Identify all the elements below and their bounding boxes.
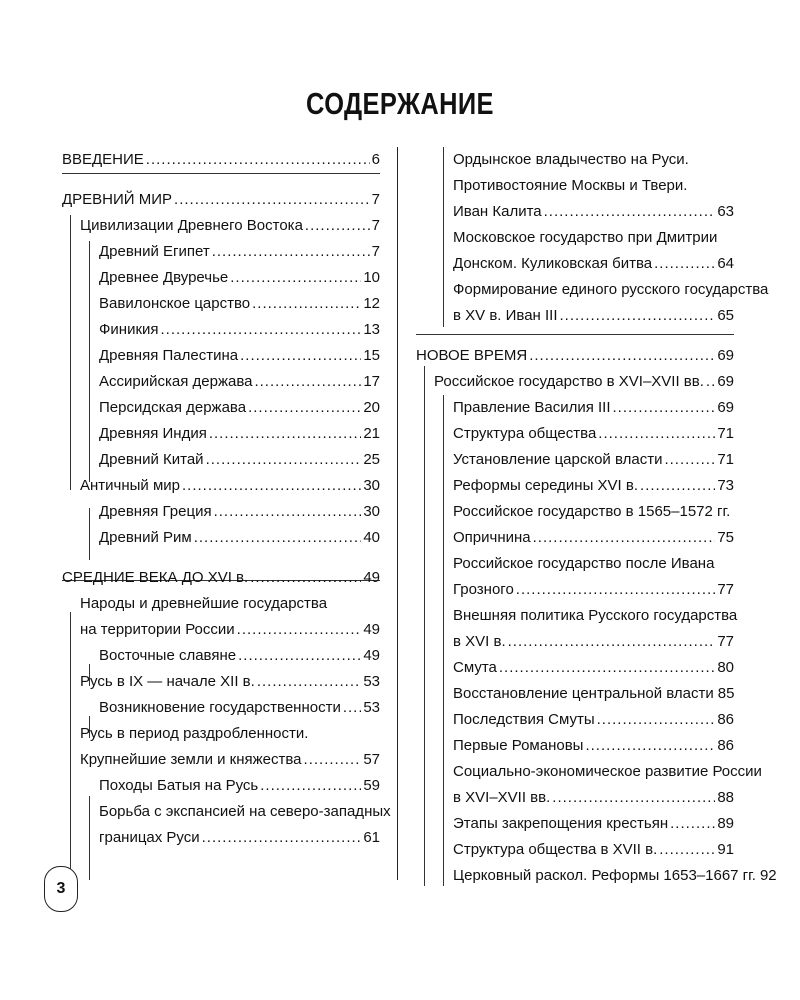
toc-entry[interactable]: Российское государство в XVI–XVII вв. ..... 69 [416, 369, 734, 395]
toc-entry[interactable]: Древняя Индия ..... 21 [62, 421, 380, 447]
toc-entry[interactable]: Персидская держава ..... 20 [62, 395, 380, 421]
toc-entry-line[interactable]: Московское государство при Дмитрии [453, 229, 718, 246]
toc-entry[interactable]: Восточные славяне ..... 49 [62, 643, 380, 669]
toc-entry-line[interactable]: Российское государство после Ивана [453, 555, 715, 572]
toc-entry[interactable]: на территории России ..... 49 [62, 617, 380, 643]
toc-entry[interactable]: Смута ..... 80 [416, 655, 734, 681]
toc-entry[interactable]: Древняя Греция ..... 30 [62, 499, 380, 525]
toc-entry[interactable]: ВВЕДЕНИЕ ..... 6 [62, 147, 380, 173]
toc-entry[interactable]: в XV в. Иван III ..... 65 [416, 303, 734, 329]
toc-entry-line[interactable]: Социально-экономическое развитие России [453, 763, 762, 780]
toc-entry[interactable]: Структура общества в XVII в. ..... 91 [416, 837, 734, 863]
toc-entry[interactable]: Правление Василия III ..... 69 [416, 395, 734, 421]
toc-entry[interactable]: Древний Рим ..... 40 [62, 525, 380, 551]
toc-entry-line[interactable]: Борьба с экспансией на северо-западных [99, 803, 391, 820]
toc-entry[interactable]: Последствия Смуты ..... 86 [416, 707, 734, 733]
toc-entry-line[interactable]: Внешняя политика Русского государства [453, 607, 738, 624]
toc-entry[interactable]: Русь в IX — начале XII в. ..... 53 [62, 669, 380, 695]
toc-entry[interactable]: НОВОЕ ВРЕМЯ ..... 69 [416, 343, 734, 369]
toc-entry-line[interactable]: Ордынское владычество на Руси. [453, 151, 689, 168]
toc-entry[interactable]: Походы Батыя на Русь ..... 59 [62, 773, 380, 799]
toc-entry[interactable]: СРЕДНИЕ ВЕКА ДО XVI в. ..... 49 [62, 565, 380, 591]
toc-right-column [416, 147, 777, 889]
toc-entry[interactable]: Этапы закрепощения крестьян ..... 89 [416, 811, 734, 837]
toc-entry[interactable]: в XVI–XVII вв. ..... 88 [416, 785, 734, 811]
toc-entry[interactable]: Иван Калита ..... 63 [416, 199, 734, 225]
toc-entry[interactable]: Финикия ..... 13 [62, 317, 380, 343]
page-number: 3 [44, 866, 78, 912]
toc-entry[interactable]: Донском. Куликовская битва ..... 64 [416, 251, 734, 277]
toc-entry[interactable]: Первые Романовы ..... 86 [416, 733, 734, 759]
toc-entry[interactable]: Древнее Двуречье ..... 10 [62, 265, 380, 291]
toc-entry[interactable]: Возникновение государственности ..... 53 [62, 695, 380, 721]
toc-entry[interactable]: Вавилонское царство ..... 12 [62, 291, 380, 317]
page-title: СОДЕРЖАНИЕ [306, 86, 494, 121]
toc-entry[interactable]: Античный мир ..... 30 [62, 473, 380, 499]
toc-entry[interactable]: Восстановление центральной власти 85 [453, 685, 735, 702]
toc-entry[interactable]: границах Руси ..... 61 [62, 825, 380, 851]
toc-entry[interactable]: Опричнина ..... 75 [416, 525, 734, 551]
toc-entry-line[interactable]: Формирование единого русского государства [453, 281, 769, 298]
toc-entry-line[interactable]: Русь в период раздробленности. [80, 725, 309, 742]
toc-entry[interactable]: Древний Египет ..... 7 [62, 239, 380, 265]
toc-entry[interactable]: Ассирийская держава ..... 17 [62, 369, 380, 395]
column-divider [397, 147, 398, 880]
toc-entry[interactable]: Грозного ..... 77 [416, 577, 734, 603]
toc-entry[interactable]: Структура общества ..... 71 [416, 421, 734, 447]
toc-entry[interactable]: Установление царской власти ..... 71 [416, 447, 734, 473]
toc-entry[interactable]: Крупнейшие земли и княжества ..... 57 [62, 747, 380, 773]
toc-entry[interactable]: Реформы середины XVI в. ..... 73 [416, 473, 734, 499]
toc-entry[interactable]: в XVI в. ..... 77 [416, 629, 734, 655]
toc-entry[interactable]: Древний Китай ..... 25 [62, 447, 380, 473]
toc-entry-line[interactable]: Российское государство в 1565–1572 гг. [453, 503, 731, 520]
toc-entry[interactable]: ДРЕВНИЙ МИР ..... 7 [62, 187, 380, 213]
toc-entry[interactable]: Цивилизации Древнего Востока ..... 7 [62, 213, 380, 239]
toc-entry-line[interactable]: Противостояние Москвы и Твери. [453, 177, 688, 194]
toc-left-column [62, 147, 391, 851]
toc-entry[interactable]: Древняя Палестина ..... 15 [62, 343, 380, 369]
toc-entry[interactable]: Церковный раскол. Реформы 1653–1667 гг. 92 [453, 867, 777, 884]
toc-entry-line[interactable]: Народы и древнейшие государства [80, 595, 328, 612]
